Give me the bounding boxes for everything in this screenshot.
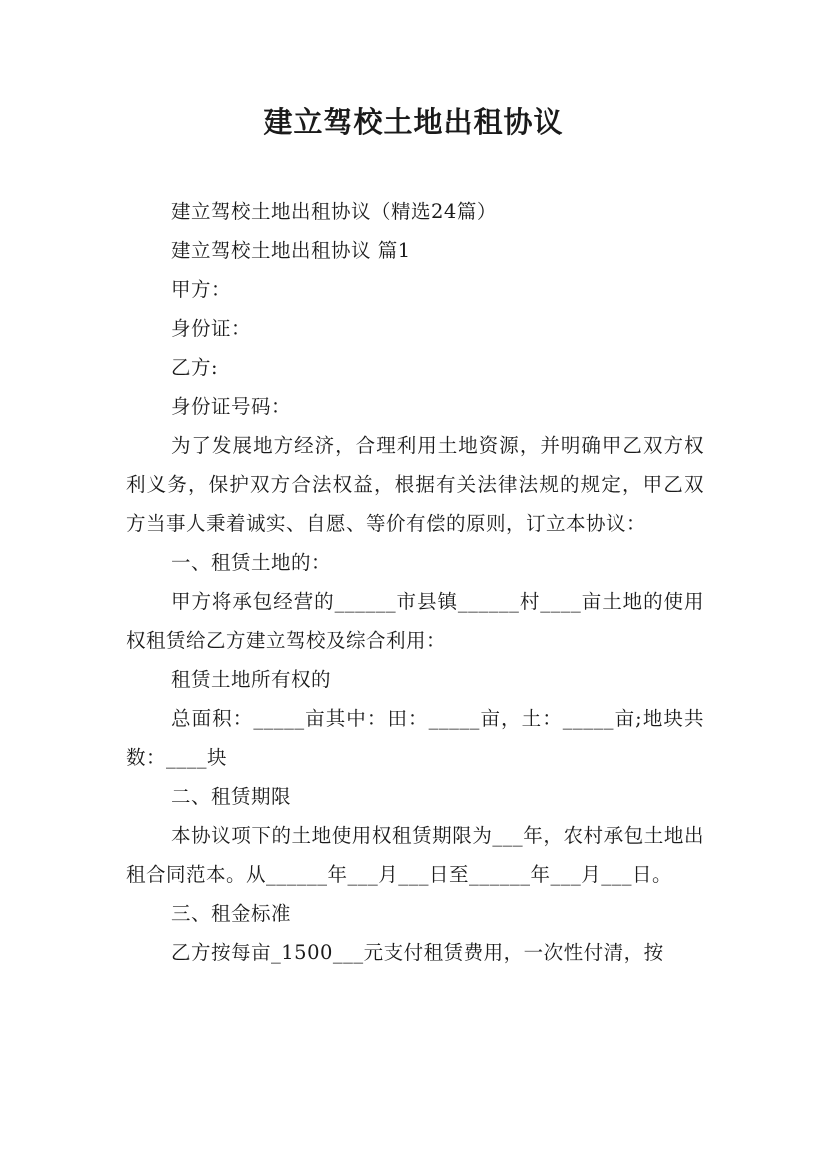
paragraph-preamble: 为了发展地方经济，合理利用土地资源，并明确甲乙双方权利义务，保护双方合法权益，根据有关法律法规的规定，甲乙双方当事人秉着诚实、自愿、等价有偿的原则，订立本协议： <box>126 434 704 535</box>
paragraph-land-ownership: 租赁土地所有权的 <box>171 668 332 691</box>
paragraph-party-a: 甲方： <box>171 278 232 301</box>
paragraph-section-1-heading: 一、租赁土地的： <box>171 551 332 574</box>
paragraph-party-a-id: 身份证： <box>171 317 252 340</box>
document-title: 建立驾校土地出租协议 <box>263 105 564 139</box>
paragraph-chapter-heading: 建立驾校土地出租协议 篇1 <box>171 239 411 262</box>
document-body <box>126 192 704 972</box>
paragraph-section-2-body: 本协议项下的土地使用权租赁期限为___年，农村承包土地出租合同范本。从______年___月___日至______年___月___日。 <box>126 824 704 886</box>
paragraph-section-1-body: 甲方将承包经营的______市县镇______村____亩土地的使用权租赁给乙方建立驾校及综合利用： <box>126 590 704 652</box>
paragraph-section-3-body: 乙方按每亩_1500___元支付租赁费用，一次性付清，按 <box>171 941 664 964</box>
paragraph-total-area: 总面积：_____亩其中：田：_____亩，土：_____亩;地块共数：____块 <box>126 707 704 769</box>
paragraph-subtitle: 建立驾校土地出租协议（精选24篇） <box>171 200 497 223</box>
paragraph-section-3-heading: 三、租金标准 <box>171 902 292 925</box>
paragraph-party-b-id: 身份证号码： <box>171 395 292 418</box>
paragraph-section-2-heading: 二、租赁期限 <box>171 785 292 808</box>
paragraph-party-b: 乙方: <box>171 356 219 379</box>
